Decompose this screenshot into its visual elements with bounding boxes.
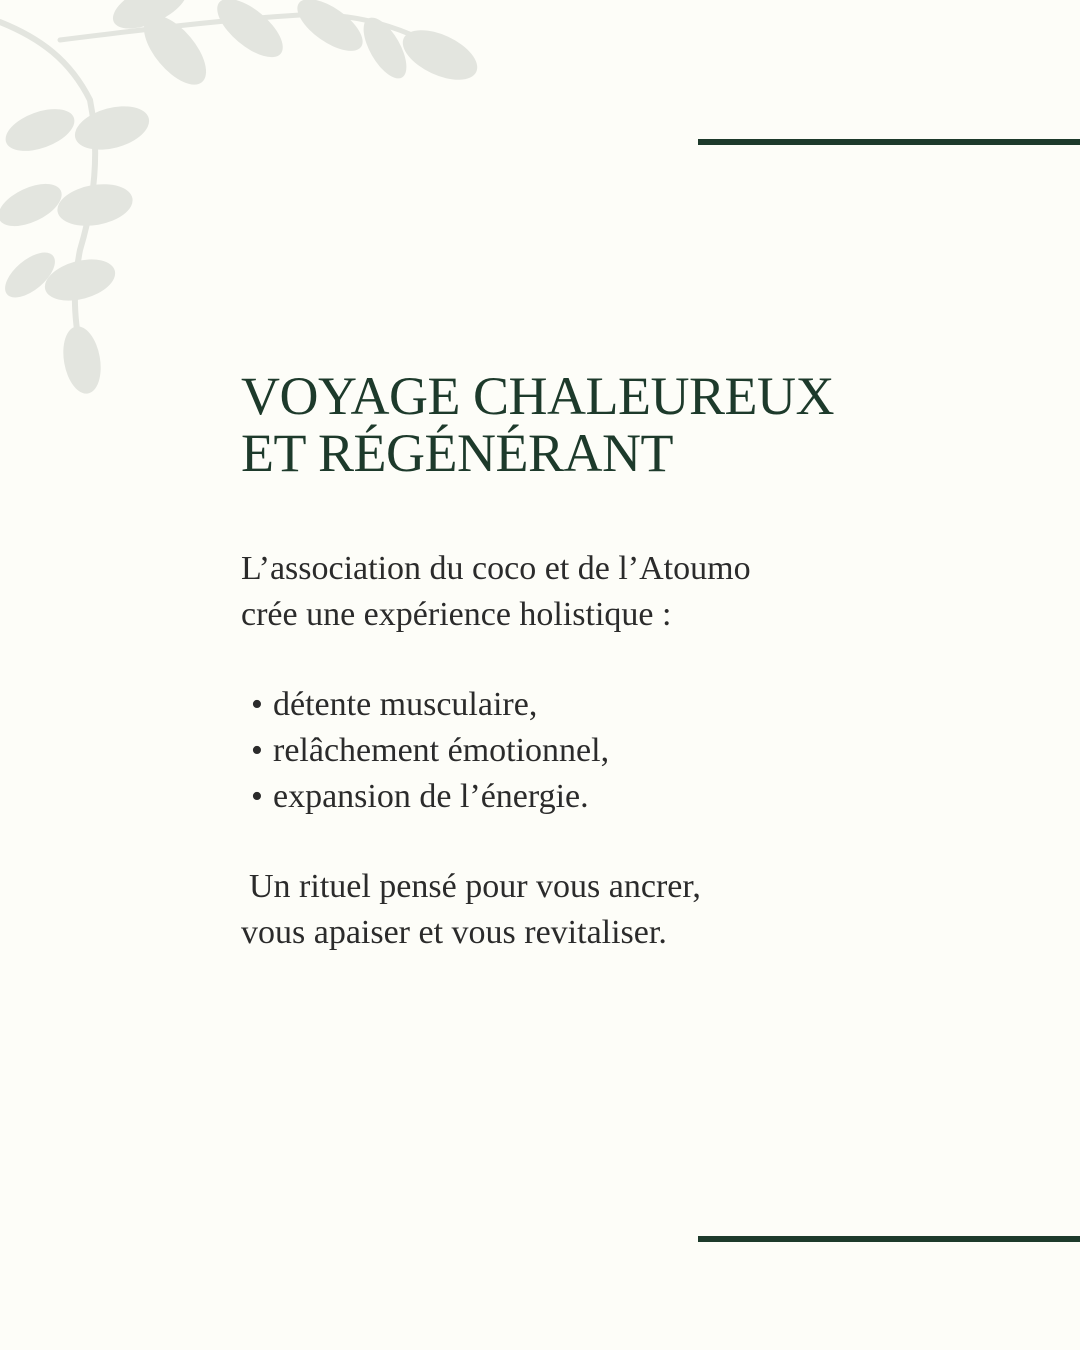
list-item <box>241 728 881 774</box>
top-divider-line <box>698 139 1080 145</box>
list-item-text: détente musculaire, <box>273 686 538 723</box>
bullet-icon: • <box>251 778 263 815</box>
benefits-list <box>241 682 881 820</box>
outro-line-2: vous apaiser et vous revitaliser. <box>241 914 667 951</box>
list-item <box>241 774 881 820</box>
main-content <box>241 368 881 956</box>
title-line-1: VOYAGE CHALEUREUX <box>241 366 834 426</box>
bottom-divider-line <box>698 1236 1080 1242</box>
title-line-2: ET RÉGÉNÉRANT <box>241 423 673 483</box>
list-item-text: relâchement émotionnel, <box>273 732 610 769</box>
list-item-text: expansion de l’énergie. <box>273 778 589 815</box>
bullet-icon: • <box>251 686 263 723</box>
olive-branch-icon <box>0 0 500 420</box>
outro-line-1: Un rituel pensé pour vous ancrer, <box>249 868 701 905</box>
closing-paragraph <box>241 864 881 956</box>
intro-paragraph <box>241 546 881 638</box>
intro-line-1: L’association du coco et de l’Atoumo <box>241 550 751 587</box>
intro-line-2: crée une expérience holistique : <box>241 596 672 633</box>
list-item <box>241 682 881 728</box>
bullet-icon: • <box>251 732 263 769</box>
page-title <box>241 368 881 482</box>
